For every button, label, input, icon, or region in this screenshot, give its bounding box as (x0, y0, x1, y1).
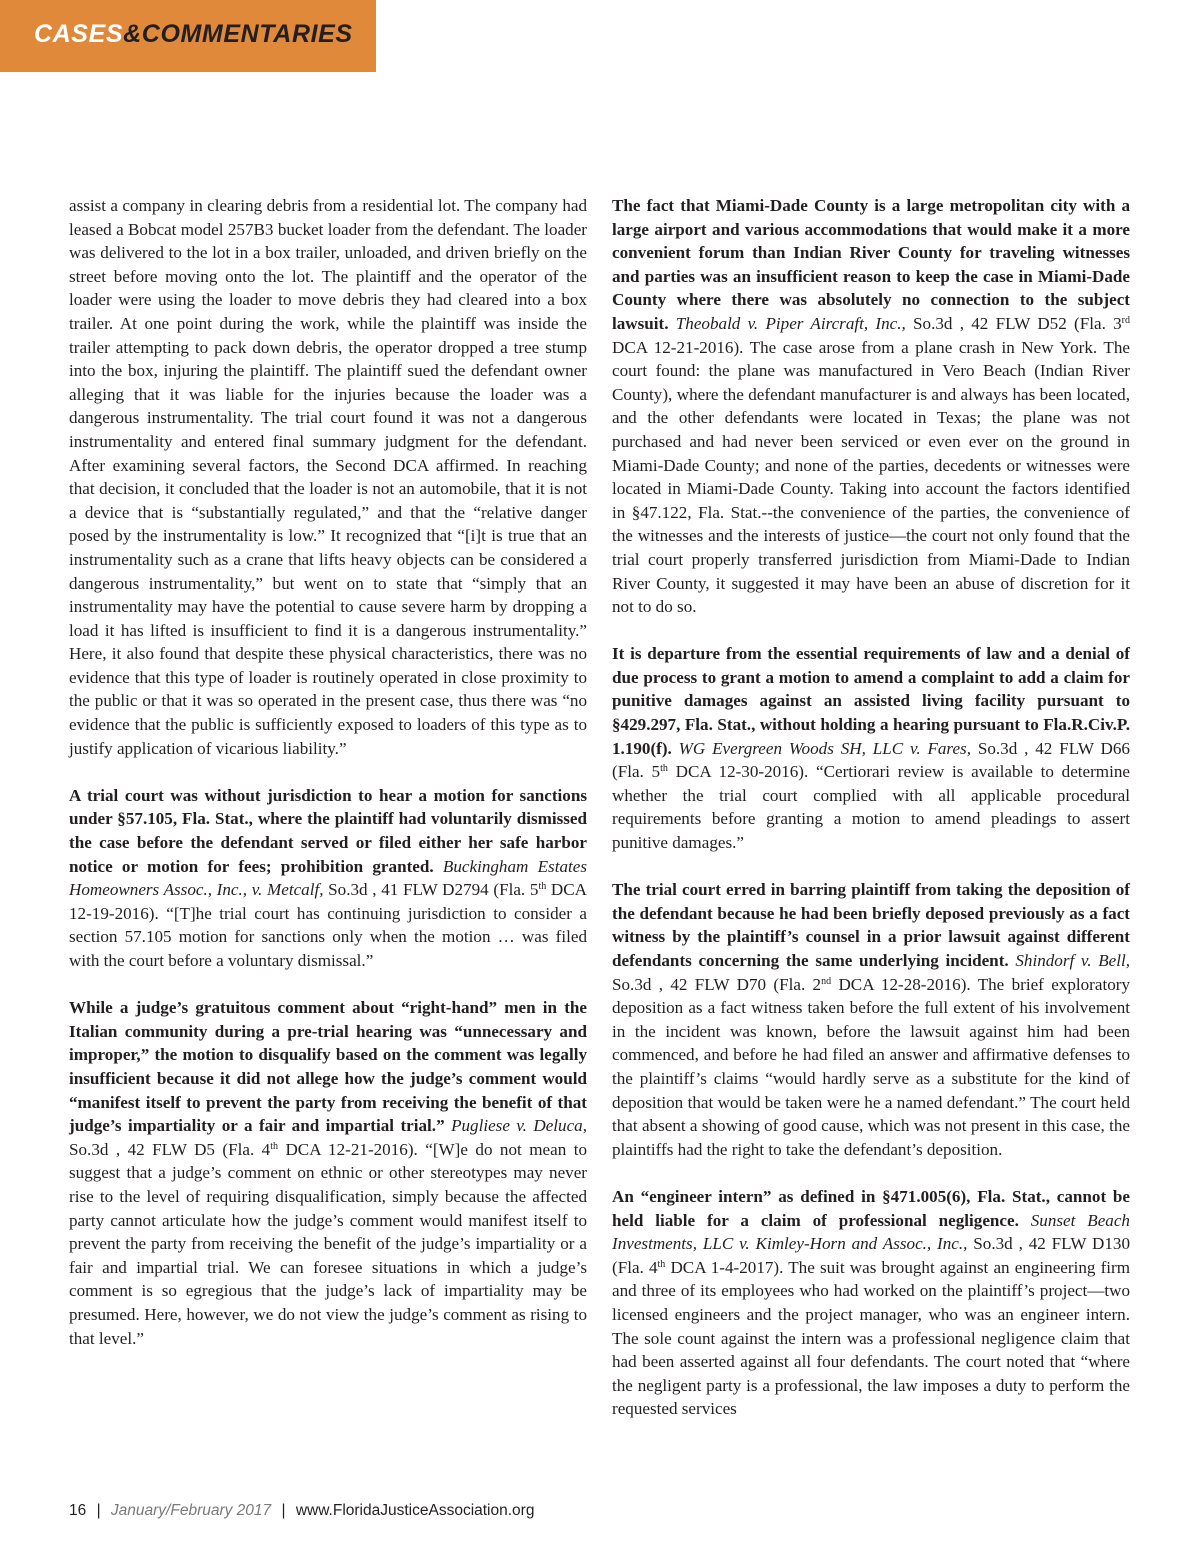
section-title-part2: COMMENTARIES (141, 20, 353, 48)
website-link[interactable]: www.FloridaJusticeAssociation.org (295, 1502, 535, 1519)
right-column (612, 194, 1130, 1421)
continued-case-text: assist a company in clearing debris from a residential lot. The company had leased a Bobcat model 257B3 bucket loader from the defendant. The loader was delivered to the lot in a box trailer, unloaded, and driven briefly on the street before moving onto the lot. The plaintiff and the operator of the loader were using the loader to move debris they had cleared into a box trailer. At one point during the work, while the plaintiff was inside the trailer attempting to pack down debris, the operator dropped a tree stump into the box, injuring the plaintiff. The plaintiff sued the defendant owner alleging that it was liable for the injuries because the loader was a dangerous instrumentality. The trial court found it was not a dangerous instrumentality and entered final summary judgment for the defendant. After examining several factors, the Second DCA affirmed. In reaching that decision, it concluded that the loader is not an automobile, that it is not a device that is “substantially regulated,” and that the “relative danger posed by the instrumentality is low.” It recognized that “[i]t is true that an instrumentality such as a crane that lifts heavy objects can be considered a dangerous instrumentality,” but went on to state that “simply that an instrumentality may have the potential to cause severe harm by dropping a load it has lifted is insufficient to find it is a dangerous instrumentality.” Here, it also found that despite these physical characteristics, there was no evidence that this type of loader is routinely operated in close proximity to the public or that it was so operated in the present case, thus there was “no evidence that the public is sufficiently exposed to loaders of this type as to justify application of vicarious liability.” (69, 196, 587, 758)
ordinal-suffix: th (660, 763, 668, 775)
ordinal-suffix: th (657, 1258, 666, 1270)
case-citation: Sunset Beach Investments, LLC v. Kimley-Horn and Assoc., Inc., (612, 1210, 1130, 1254)
case-summary (612, 1185, 1130, 1421)
case-body: The brief exploratory deposition as a fact witness taken before the full extent of his involvement in the incident was known, before the lawsuit against him had been commenced, and before he had filed an answer and affirmative defenses to the plaintiff’s claims “would hardly serve as a substitute for the kind of deposition that would be taken were he a named defendant.” The court held that absent a showing of good cause, which was not present in this case, the plaintiffs had the right to take the defendant’s deposition. (612, 974, 1130, 1159)
case-headline: While a judge’s gratuitous comment about “right-hand” men in the Italian community during a pre-trial hearing was “unnecessary and improper,” the motion to disqualify based on the comment was legally insufficient because it did not allege how the judge’s comment would “manifest itself to prevent the party from receiving the benefit of that judge’s impartiality or a fair and impartial trial.” (69, 998, 587, 1136)
ordinal-suffix: rd (1121, 314, 1130, 326)
citation-reporter: So.3d , 42 FLW D5 (Fla. 4 (69, 1139, 271, 1159)
citation-date: DCA 12-19-2016). (69, 880, 587, 923)
case-body: The case arose from a plane crash in New York. The court found: the plane was manufactured in Vero Beach (Indian River County), where the defendant manufacturer is and always has been located, and the other defendants were located in Texas; the plane was not purchased and had never been serviced or even ever on the ground in Miami-Dade County; and none of the parties, decedents or witnesses were located in Miami-Dade County. Taking into account the factors identified in §47.122, Fla. Stat.--the convenience of the parties, the convenience of the witnesses and the interests of justice—the court not only found that the trial court properly transferred jurisdiction from Miami-Dade to Indian River County, it suggested it may have been an abuse of discretion for it not to do so. (612, 337, 1130, 617)
citation-reporter: So.3d , 42 FLW D66 (Fla. 5 (612, 738, 1130, 782)
citation-date: DCA 12-28-2016). (831, 974, 978, 994)
case-summary (69, 784, 587, 973)
case-citation: Shindorf v. Bell, (1015, 951, 1130, 970)
case-headline: It is departure from the essential requirements of law and a denial of due process to grant a motion to amend a complaint to add a claim for punitive damages against an assisted living facility pursuant to §429.297, Fla. Stat., without holding a hearing pursuant to Fla.R.Civ.P. 1.190(f). (612, 644, 1130, 758)
citation-reporter: So.3d , 42 FLW D52 (Fla. 3 (905, 313, 1122, 333)
case-headline: A trial court was without jurisdiction to hear a motion for sanctions under §57.105, Fla. Stat., where the plaintiff had voluntarily dismissed the case before the defendant served or filed either her safe harbor notice or motion for fees; prohibition granted. (69, 785, 587, 876)
case-body: The suit was brought against an engineering firm and three of its employees who had worked on the plaintiff’s project—two licensed engineers and the project manager, who was an engineer intern. The sole count against the intern was a professional negligence claim that had been asserted against all four defendants. The court noted that “where the negligent party is a professional, the law imposes a duty to perform the requested services (612, 1257, 1130, 1419)
section-title (34, 20, 353, 49)
case-body: “[W]e do not mean to suggest that a judge’s comment on ethnic or other stereotypes may never rise to the level of requiring disqualification, simply because the affected party cannot articulate how the judge’s comment would manifest itself to prevent the party from receiving the benefit of the judge’s impartiality or a fair and impartial trial. We can foresee situations in which a judge’s comment is so egregious that the judge’s lack of impartiality may be presumed. Here, however, we do not view the judge’s comment as rising to that level.” (69, 1139, 587, 1348)
ordinal-suffix: nd (821, 975, 832, 987)
case-body: “[T]he trial court has continuing jurisdiction to consider a section 57.105 motion for sanctions only when the motion … was filed with the court before a voluntary dismissal.” (69, 903, 587, 970)
citation-reporter: So.3d , 42 FLW D130 (Fla. 4 (612, 1234, 1130, 1277)
page-number: 16 (69, 1502, 87, 1519)
case-body: “Certiorari review is available to determine whether the trial court complied with all applicable procedural requirements before granting a motion to amend pleadings to assert punitive damages.” (612, 762, 1130, 853)
case-citation: WG Evergreen Woods SH, LLC v. Fares, (678, 738, 971, 758)
citation-date: DCA 12-30-2016). (667, 762, 816, 782)
section-title-ampersand: & (123, 20, 142, 48)
case-headline: The trial court erred in barring plaintiff from taking the deposition of the defendant because he had been briefly deposed previously as a fact witness by the plaintiff’s counsel in a prior lawsuit against different defendants concerning the same underlying incident. (612, 880, 1130, 970)
case-summary (612, 878, 1130, 1161)
section-header-tab (0, 0, 376, 72)
issue-date: January/February 2017 (110, 1502, 272, 1519)
case-headline: An “engineer intern” as defined in §471.005(6), Fla. Stat., cannot be held liable for a claim of professional negligence. (612, 1186, 1130, 1230)
citation-reporter: So.3d , 41 FLW D2794 (Fla. 5 (323, 880, 539, 900)
case-summary (612, 642, 1130, 854)
case-summary (69, 996, 587, 1350)
citation-reporter: So.3d , 42 FLW D70 (Fla. 2 (612, 974, 822, 994)
case-citation: Pugliese v. Deluca, (451, 1116, 588, 1136)
footer-separator: | (281, 1502, 286, 1519)
case-headline: The fact that Miami-Dade County is a large metropolitan city with a large airport and various accommodations that would make it a more convenient forum than Indian River County for traveling witnesses and parties was an insufficient reason to keep the case in Miami-Dade County where there was absolutely no connection to the subject lawsuit. (612, 196, 1130, 333)
left-column (69, 194, 587, 1350)
ordinal-suffix: th (538, 881, 547, 893)
case-summary (612, 194, 1130, 619)
ordinal-suffix: th (270, 1140, 279, 1152)
citation-date: DCA 12-21-2016). (278, 1139, 426, 1159)
section-title-part1: CASES (34, 20, 124, 48)
page-footer (69, 1502, 534, 1520)
citation-date: DCA 1-4-2017). (665, 1257, 789, 1277)
case-citation: Buckingham Estates Homeowners Assoc., Inc., v. Metcalf, (69, 856, 587, 900)
case-citation: Theobald v. Piper Aircraft, Inc., (675, 313, 906, 333)
footer-separator: | (96, 1502, 101, 1519)
citation-date: DCA 12-21-2016). (612, 337, 750, 357)
